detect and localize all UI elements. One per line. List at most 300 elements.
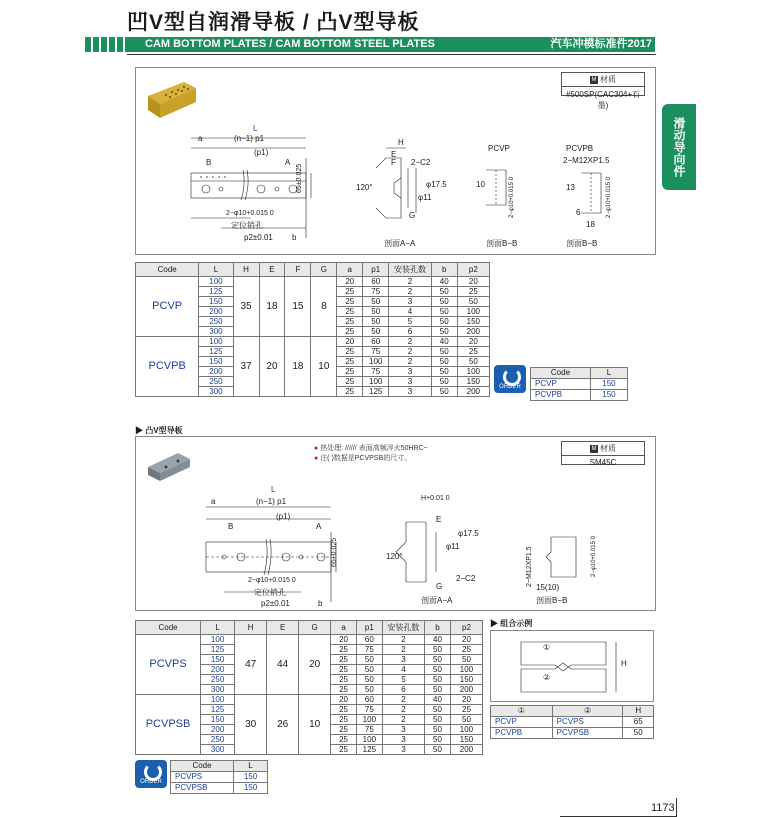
th-G: G	[311, 263, 337, 277]
section2-heading: ▶ 凸V型导板	[135, 426, 183, 435]
pcvp-secBB: 剖面B−B	[486, 239, 518, 248]
value-cell: 40	[425, 695, 451, 705]
value-cell: 40	[431, 337, 457, 347]
value-cell: 25	[337, 327, 363, 337]
material-header: 材质	[600, 75, 616, 84]
dim-n1p1: (n−1) p1	[234, 134, 265, 143]
E-cell: 44	[267, 635, 299, 695]
dim2-65: 65±0.025	[331, 537, 338, 567]
L-cell: 200	[199, 307, 233, 317]
sec2-hole2: 2−φ10+0.015 0	[591, 536, 597, 577]
value-cell: 100	[356, 735, 382, 745]
sec2-G: G	[436, 582, 443, 591]
dim2-p2: p2±0.01	[261, 599, 290, 608]
value-cell: 50	[450, 715, 482, 725]
L-cell: 300	[201, 685, 235, 695]
order-th-L: L	[234, 761, 268, 772]
th-E: E	[259, 263, 285, 277]
value-cell: 50	[431, 357, 457, 367]
E-cell: 18	[259, 277, 285, 337]
dim-L: L	[253, 124, 258, 133]
pcvp-10: 10	[476, 180, 485, 189]
section2-drawing-panel	[135, 436, 656, 611]
material-box	[561, 441, 645, 465]
order-code: PCVP	[531, 379, 591, 390]
value-cell: 4	[382, 665, 424, 675]
section2-spec-table	[135, 620, 483, 755]
table-row	[491, 728, 654, 739]
section1-drawing-panel	[135, 67, 656, 255]
code-cell: PCVPSB	[136, 695, 201, 755]
value-cell: 25	[331, 725, 357, 735]
pcvpb-secBB: 剖面B−B	[566, 239, 598, 248]
value-cell: 25	[331, 705, 357, 715]
th-p1: p1	[363, 263, 389, 277]
value-cell: 25	[337, 347, 363, 357]
value-cell: 4	[389, 307, 432, 317]
value-cell: 25	[331, 675, 357, 685]
order-label: ORDER	[499, 384, 521, 390]
sec1-E: E	[391, 150, 397, 159]
value-cell: 50	[450, 655, 482, 665]
table-row	[136, 695, 483, 705]
L-cell: 125	[201, 705, 235, 715]
value-cell: 3	[389, 377, 432, 387]
L-cell: 300	[199, 327, 233, 337]
sec2-H: H+0.01 0	[421, 495, 450, 502]
section-bb-drawing-2	[536, 522, 596, 592]
H-cell: 35	[233, 277, 259, 337]
combo-cell: 65	[623, 717, 654, 728]
value-cell: 6	[389, 327, 432, 337]
th-H: H	[233, 263, 259, 277]
table-row	[136, 277, 490, 287]
value-cell: 25	[337, 367, 363, 377]
value-cell: 50	[431, 377, 457, 387]
sec2-d175: φ17.5	[458, 529, 479, 538]
table-row	[136, 635, 483, 645]
value-cell: 75	[356, 705, 382, 715]
E-cell: 26	[267, 695, 299, 755]
value-cell: 50	[431, 367, 457, 377]
value-cell: 50	[356, 665, 382, 675]
combo-cell: PCVPS	[552, 717, 623, 728]
combo-cell: PCVP	[491, 717, 553, 728]
gold-plate-photo	[144, 76, 200, 122]
value-cell: 25	[450, 645, 482, 655]
value-cell: 100	[363, 377, 389, 387]
sec2-120: 120°	[386, 552, 403, 561]
value-cell: 2	[389, 337, 432, 347]
value-cell: 100	[450, 725, 482, 735]
G-cell: 20	[299, 635, 331, 695]
dim2-n1p1: (n−1) p1	[256, 497, 287, 506]
H-cell: 30	[235, 695, 267, 755]
table-row	[531, 379, 628, 390]
dim2-A: A	[316, 522, 322, 531]
L-cell: 150	[201, 715, 235, 725]
table-row	[171, 772, 268, 783]
dim2-hole: 2−φ10+0.015 0	[248, 577, 296, 584]
value-cell: 50	[425, 675, 451, 685]
L-cell: 250	[199, 317, 233, 327]
pcvpb-label: PCVPB	[566, 144, 594, 153]
table-row	[491, 717, 654, 728]
value-cell: 50	[457, 297, 489, 307]
value-cell: 60	[363, 337, 389, 347]
note-heat-treatment: ● 热处理: ////// 表面高频淬火50HRC~	[314, 445, 428, 452]
sec2-E: E	[436, 515, 442, 524]
value-cell: 50	[363, 297, 389, 307]
value-cell: 25	[337, 377, 363, 387]
L-cell: 125	[201, 645, 235, 655]
order-th-code: Code	[171, 761, 234, 772]
side-tab: 滑动导向件	[662, 104, 696, 190]
value-cell: 25	[337, 357, 363, 367]
L-cell: 100	[201, 695, 235, 705]
combo-cell: PCVPB	[491, 728, 553, 739]
combo-th-H: H	[623, 706, 654, 717]
dim2-p1: (p1)	[276, 512, 291, 521]
dim-a: a	[198, 134, 203, 143]
value-cell: 60	[356, 695, 382, 705]
th-p2: p2	[450, 621, 482, 635]
pcvp-label: PCVP	[488, 144, 510, 153]
value-cell: 5	[382, 675, 424, 685]
material-value: #500SP(CAC304+石墨)	[565, 90, 641, 110]
order-code: PCVPSB	[171, 783, 234, 794]
value-cell: 25	[331, 665, 357, 675]
value-cell: 50	[425, 725, 451, 735]
value-cell: 25	[331, 745, 357, 755]
value-cell: 25	[331, 655, 357, 665]
sec1-120: 120°	[356, 183, 373, 192]
L-cell: 250	[201, 735, 235, 745]
value-cell: 3	[382, 735, 424, 745]
G-cell: 10	[311, 337, 337, 397]
L-cell: 300	[201, 745, 235, 755]
order-icon	[494, 365, 526, 393]
th-p2: p2	[457, 263, 489, 277]
value-cell: 50	[425, 715, 451, 725]
value-cell: 50	[363, 307, 389, 317]
E-cell: 20	[259, 337, 285, 397]
table-header-row	[136, 621, 483, 635]
th-a: a	[337, 263, 363, 277]
value-cell: 60	[363, 277, 389, 287]
value-cell: 125	[363, 387, 389, 397]
value-cell: 150	[450, 735, 482, 745]
value-cell: 125	[356, 745, 382, 755]
value-cell: 3	[389, 297, 432, 307]
dim-A: A	[285, 158, 291, 167]
value-cell: 25	[331, 715, 357, 725]
L-cell: 150	[201, 655, 235, 665]
table-header-row	[136, 263, 490, 277]
th-a: a	[331, 621, 357, 635]
value-cell: 20	[337, 277, 363, 287]
page-number: 1173	[651, 802, 675, 814]
section2-order-table	[170, 760, 268, 794]
F-cell: 15	[285, 277, 311, 337]
sec2-secAA: 剖面A−A	[421, 596, 453, 605]
F-cell: 18	[285, 337, 311, 397]
material-header: 材质	[600, 444, 616, 453]
combo-diagram-panel	[490, 630, 654, 702]
dim-p2: p2±0.01	[244, 233, 273, 242]
pcvp-hole: 2−φ10+0.015 0	[509, 177, 515, 218]
dim2-L: L	[271, 485, 276, 494]
value-cell: 2	[389, 277, 432, 287]
value-cell: 75	[356, 725, 382, 735]
dim-B: B	[206, 158, 212, 167]
order-th-code: Code	[531, 368, 591, 379]
pcvpb-6: 6	[576, 208, 581, 217]
dim-b: b	[292, 233, 297, 242]
value-cell: 60	[356, 635, 382, 645]
value-cell: 40	[431, 277, 457, 287]
value-cell: 50	[457, 357, 489, 367]
th-G: G	[299, 621, 331, 635]
subtitle-band: CAM BOTTOM PLATES / CAM BOTTOM STEEL PLATES	[85, 37, 655, 52]
dim2-a: a	[211, 497, 216, 506]
H-cell: 37	[233, 337, 259, 397]
value-cell: 50	[431, 387, 457, 397]
value-cell: 50	[363, 327, 389, 337]
code-cell: PCVP	[136, 277, 199, 337]
value-cell: 20	[331, 635, 357, 645]
L-cell: 250	[201, 675, 235, 685]
order-code: PCVPB	[531, 390, 591, 401]
th-b: b	[431, 263, 457, 277]
note2-text: 注( )数据是PCVPSB的尺寸。	[320, 455, 412, 462]
value-cell: 50	[425, 665, 451, 675]
value-cell: 2	[382, 645, 424, 655]
value-cell: 40	[425, 635, 451, 645]
L-cell: 100	[199, 277, 233, 287]
steel-plate-photo	[144, 447, 194, 487]
L-cell: 125	[199, 287, 233, 297]
pcvpb-m12: 2−M12XP1.5	[563, 156, 610, 165]
value-cell: 5	[389, 317, 432, 327]
L-cell: 200	[199, 367, 233, 377]
note1-text: 热处理: ////// 表面高频淬火50HRC~	[320, 445, 428, 452]
value-cell: 100	[356, 715, 382, 725]
value-cell: 75	[356, 645, 382, 655]
order-L: 150	[590, 390, 627, 401]
combo-th-2: ②	[552, 706, 623, 717]
material-icon: M	[591, 76, 597, 83]
value-cell: 50	[356, 655, 382, 665]
footer-divider	[676, 798, 677, 817]
value-cell: 3	[389, 367, 432, 377]
L-cell: 200	[201, 665, 235, 675]
value-cell: 200	[450, 685, 482, 695]
value-cell: 50	[425, 655, 451, 665]
L-cell: 100	[199, 337, 233, 347]
L-cell: 125	[199, 347, 233, 357]
value-cell: 25	[337, 317, 363, 327]
combo-cell: 50	[623, 728, 654, 739]
value-cell: 100	[363, 357, 389, 367]
sec2-C2: 2−C2	[456, 574, 476, 583]
value-cell: 25	[331, 685, 357, 695]
value-cell: 25	[450, 705, 482, 715]
value-cell: 75	[363, 367, 389, 377]
divider	[127, 54, 656, 55]
sec2-secBB: 剖面B−B	[536, 596, 568, 605]
value-cell: 3	[382, 655, 424, 665]
material-value: SM45C	[589, 458, 617, 467]
value-cell: 2	[389, 287, 432, 297]
value-cell: 50	[425, 745, 451, 755]
order-label: ORDER	[140, 779, 162, 785]
combo-heading: ▶ 组合示例	[490, 619, 533, 628]
page-title: 凹V型自润滑导板 / 凸V型导板	[127, 11, 420, 34]
sec1-H: H	[398, 138, 404, 147]
dim2-pin: 定位销孔	[254, 588, 286, 597]
value-cell: 25	[331, 645, 357, 655]
value-cell: 50	[431, 297, 457, 307]
th-code: Code	[136, 263, 199, 277]
value-cell: 100	[450, 665, 482, 675]
value-cell: 20	[457, 277, 489, 287]
order-L: 150	[234, 772, 268, 783]
value-cell: 50	[356, 675, 382, 685]
value-cell: 150	[457, 317, 489, 327]
note-parentheses: ● 注( )数据是PCVPSB的尺寸。	[314, 455, 412, 462]
value-cell: 20	[457, 337, 489, 347]
table-row	[136, 337, 490, 347]
value-cell: 50	[425, 705, 451, 715]
value-cell: 2	[389, 357, 432, 367]
section1-order-table	[530, 367, 628, 401]
pcvpb-13: 13	[566, 183, 575, 192]
dim-hole: 2−φ10+0.015 0	[226, 210, 274, 217]
value-cell: 3	[382, 745, 424, 755]
dim-p1: (p1)	[254, 148, 269, 157]
value-cell: 6	[382, 685, 424, 695]
G-cell: 8	[311, 277, 337, 337]
code-cell: PCVPB	[136, 337, 199, 397]
sec1-G: G	[409, 211, 416, 220]
H-cell: 47	[235, 635, 267, 695]
value-cell: 25	[331, 735, 357, 745]
value-cell: 3	[382, 725, 424, 735]
L-cell: 300	[199, 387, 233, 397]
combo-diagram	[511, 637, 636, 697]
value-cell: 100	[457, 307, 489, 317]
value-cell: 3	[389, 387, 432, 397]
value-cell: 50	[431, 327, 457, 337]
value-cell: 20	[450, 635, 482, 645]
value-cell: 20	[450, 695, 482, 705]
value-cell: 50	[431, 307, 457, 317]
value-cell: 25	[457, 347, 489, 357]
th-code: Code	[136, 621, 201, 635]
value-cell: 50	[425, 685, 451, 695]
value-cell: 200	[457, 387, 489, 397]
value-cell: 50	[431, 287, 457, 297]
value-cell: 50	[431, 347, 457, 357]
value-cell: 2	[382, 715, 424, 725]
dim2-B: B	[228, 522, 234, 531]
th-p1: p1	[356, 621, 382, 635]
band-stripes	[85, 37, 130, 52]
table-row	[531, 390, 628, 401]
order-th-L: L	[590, 368, 627, 379]
sec1-C2: 2−C2	[411, 158, 431, 167]
value-cell: 50	[425, 645, 451, 655]
th-E: E	[267, 621, 299, 635]
value-cell: 50	[431, 317, 457, 327]
order-L: 150	[590, 379, 627, 390]
sec1-F: F	[391, 158, 396, 167]
value-cell: 100	[457, 367, 489, 377]
value-cell: 75	[363, 347, 389, 357]
value-cell: 200	[457, 327, 489, 337]
material-box	[561, 72, 645, 110]
L-cell: 150	[199, 297, 233, 307]
sec2-d15: 15(10)	[536, 583, 560, 592]
value-cell: 200	[450, 745, 482, 755]
value-cell: 50	[363, 317, 389, 327]
th-H: H	[235, 621, 267, 635]
material-icon: M	[591, 445, 597, 452]
sec1-d175: φ17.5	[426, 180, 447, 189]
table-row	[171, 783, 268, 794]
combo-table	[490, 705, 654, 739]
sec1-d11: φ11	[418, 193, 432, 202]
value-cell: 75	[363, 287, 389, 297]
th-holes: 安装孔数	[382, 621, 424, 635]
pcvpb-hole: 2−φ10+0.015 0	[606, 177, 612, 218]
value-cell: 2	[382, 635, 424, 645]
G-cell: 10	[299, 695, 331, 755]
L-cell: 250	[199, 377, 233, 387]
pcvp-bb-drawing	[481, 160, 521, 230]
th-L: L	[199, 263, 233, 277]
section1-spec-table	[135, 262, 490, 397]
value-cell: 2	[382, 695, 424, 705]
combo-th-1: ①	[491, 706, 553, 717]
combo-mark-1: ①	[543, 643, 551, 652]
dim2-b: b	[318, 599, 323, 608]
value-cell: 25	[457, 287, 489, 297]
th-holes: 安装孔数	[389, 263, 432, 277]
th-L: L	[201, 621, 235, 635]
brand-label: 汽车冲模标准件2017	[550, 38, 652, 50]
order-L: 150	[234, 783, 268, 794]
combo-mark-H: H	[621, 659, 627, 668]
value-cell: 25	[337, 307, 363, 317]
value-cell: 2	[382, 705, 424, 715]
th-F: F	[285, 263, 311, 277]
value-cell: 25	[337, 387, 363, 397]
sec2-m12: 2−M12XP1.5	[526, 546, 533, 587]
code-cell: PCVPS	[136, 635, 201, 695]
value-cell: 50	[425, 735, 451, 745]
th-b: b	[425, 621, 451, 635]
sec2-d11: φ11	[446, 542, 460, 551]
order-icon	[135, 760, 167, 788]
L-cell: 150	[199, 357, 233, 367]
combo-cell: PCVPSB	[552, 728, 623, 739]
value-cell: 25	[337, 297, 363, 307]
L-cell: 200	[201, 725, 235, 735]
value-cell: 25	[337, 287, 363, 297]
value-cell: 20	[337, 337, 363, 347]
